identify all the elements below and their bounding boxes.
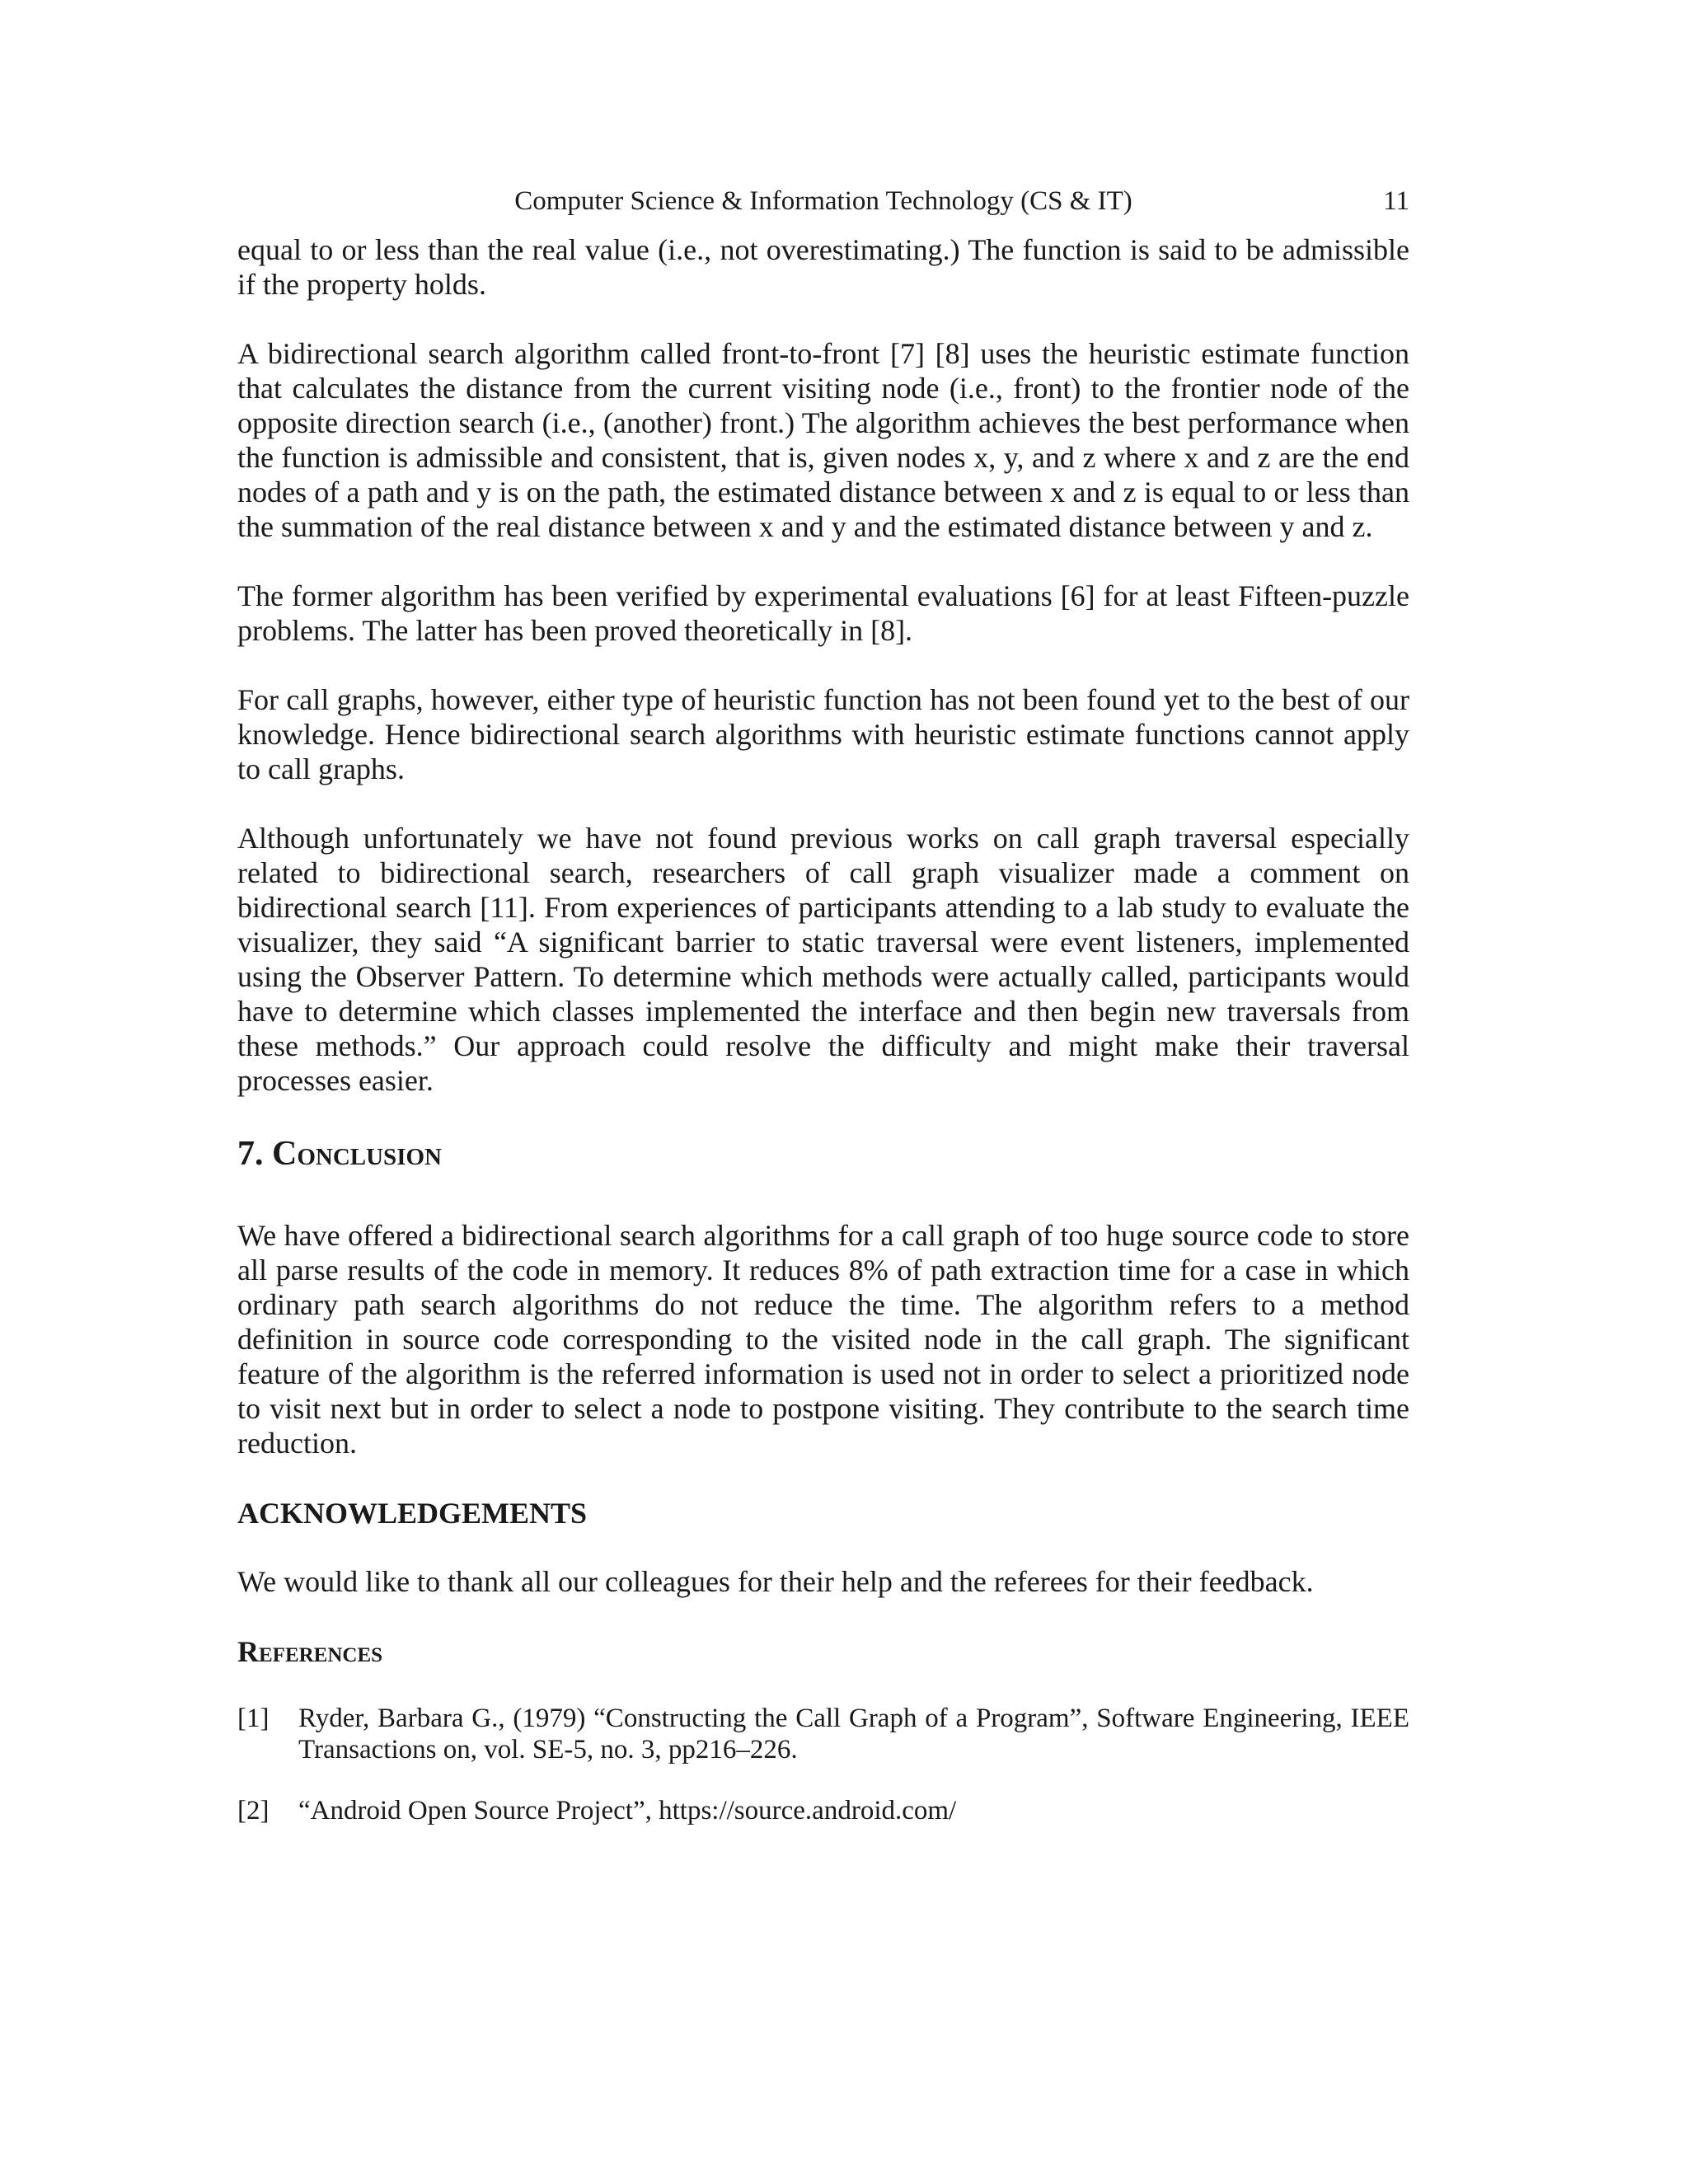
references-heading: References <box>237 1635 383 1668</box>
paragraph: Although unfortunately we have not found previous works on call graph traversal especially related to bidirectional search, researchers of call graph visualizer made a comment on bidirectional search [11]. From experiences of participants attending to a lab study to evaluate the visualizer, they said “A significant barrier to static traversal were event listeners, implemented using the Observer Pattern. To determine which methods were actually called, participants would have to determine which classes implemented the interface and then begin new traversals from these methods.” Our approach could resolve the difficulty and might make their traversal processes easier. <box>237 822 1409 1097</box>
page-number: 11 <box>1383 186 1409 216</box>
acknowledgements-paragraph: We would like to thank all our colleagues for their help and the referees for their feedback. <box>237 1565 1314 1598</box>
running-header <box>237 183 1409 219</box>
paragraph: equal to or less than the real value (i.e., not overestimating.) The function is said to be admissible if the property holds. <box>237 233 1409 301</box>
conclusion-heading: 7. Conclusion <box>237 1135 442 1173</box>
reference-item <box>237 1795 1409 1826</box>
reference-list <box>237 1703 1409 1826</box>
acknowledgements-heading: ACKNOWLEDGEMENTS <box>237 1497 588 1530</box>
reference-text: Ryder, Barbara G., (1979) “Constructing the Call Graph of a Program”, Software Engineering, IEEE Transactions on, vol. SE-5, no. 3, pp216–226. <box>298 1704 1409 1765</box>
journal-title: Computer Science & Information Technology (CS & IT) <box>514 186 1132 216</box>
reference-text: “Android Open Source Project”, https://source.android.com/ <box>298 1796 957 1825</box>
paragraph: For call graphs, however, either type of heuristic function has not been found yet to the best of our knowledge. Hence bidirectional search algorithms with heuristic estimate functions cannot apply to call graphs. <box>237 683 1409 785</box>
conclusion-paragraph: We have offered a bidirectional search algorithms for a call graph of too huge source code to store all parse results of the code in memory. It reduces 8% of path extraction time for a case in which ordinary path search algorithms do not reduce the time. The algorithm refers to a method definition in source code corresponding to the visited node in the call graph. The significant feature of the algorithm is the referred information is used not in order to select a prioritized node to visit next but in order to select a node to postpone visiting. They contribute to the search time reduction. <box>237 1219 1409 1460</box>
paragraph: A bidirectional search algorithm called front-to-front [7] [8] uses the heuristic estimate function that calculates the distance from the current visiting node (i.e., front) to the frontier node of the opposite direction search (i.e., (another) front.) The algorithm achieves the best performance when the function is admissible and consistent, that is, given nodes x, y, and z where x and z are the end nodes of a path and y is on the path, the estimated distance between x and z is equal to or less than the summation of the real distance between x and y and the estimated distance between y and z. <box>237 337 1409 543</box>
body-content <box>237 232 1409 1856</box>
reference-item <box>237 1703 1409 1765</box>
reference-number: [1] <box>237 1704 270 1733</box>
reference-number: [2] <box>237 1796 270 1825</box>
paragraph: The former algorithm has been verified by experimental evaluations [6] for at least Fifteen-puzzle problems. The latter has been proved theoretically in [8]. <box>237 579 1409 647</box>
